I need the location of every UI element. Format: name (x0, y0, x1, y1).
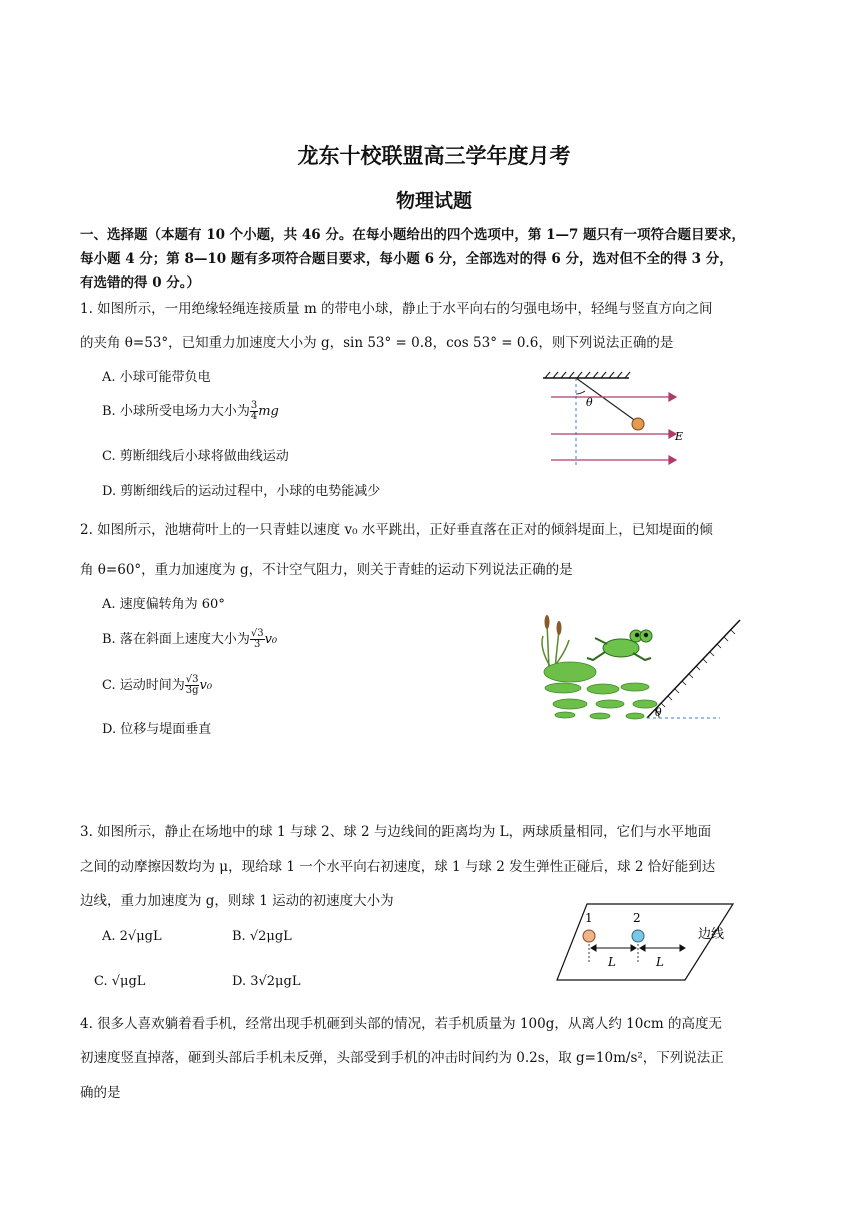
q3-option-a: A. 2√μgL (102, 929, 162, 944)
q1-option-b (102, 400, 279, 422)
q1-figure-theta: θ (586, 396, 593, 409)
q2-option-b-text: B. 落在斜面上速度大小为 (102, 632, 250, 647)
q2-option-b-unit: v₀ (264, 632, 278, 647)
q4-stem-line2: 初速度竖直掉落，砸到头部后手机未反弹，头部受到手机的冲击时间约为 0.2s，取 g=10m/s²，下列说法正 (80, 1050, 724, 1066)
q1-figure-pendulum (535, 370, 685, 475)
q1-figure-e-label: E (675, 430, 684, 443)
q4-stem-line1: 4. 很多人喜欢躺着看手机，经常出现手机砸到头部的情况，若手机质量为 100g，从离人约 10cm 的高度无 (80, 1016, 722, 1032)
q3-figure-balls (555, 902, 740, 984)
q2-option-d: D. 位移与堤面垂直 (102, 722, 212, 737)
q3-figure-l2: L (656, 955, 664, 969)
q2-stem-line2: 角 θ=60°，重力加速度为 g，不计空气阻力，则关于青蛙的运动下列说法正确的是 (80, 562, 573, 578)
q2-option-c-unit: v₀ (199, 678, 213, 693)
ball-1 (583, 930, 595, 942)
q1-stem-line2: 的夹角 θ=53°，已知重力加速度大小为 g，sin 53° = 0.8，cos 53° = 0.6，则下列说法正确的是 (80, 335, 674, 351)
q2-option-c-text: C. 运动时间为 (102, 678, 185, 693)
q1-option-d: D. 剪断细线后的运动过程中，小球的电势能减少 (102, 484, 381, 499)
ball-2 (632, 930, 644, 942)
q1-option-c: C. 剪断细线后小球将做曲线运动 (102, 449, 289, 464)
q2-option-b (102, 628, 277, 650)
q3-figure-ball2-label: 2 (633, 911, 641, 925)
reed-icon (542, 623, 569, 668)
q3-figure-ball1-label: 1 (585, 911, 593, 925)
q3-stem-line2: 之间的动摩擦因数均为 μ，现给球 1 一个水平向右初速度，球 1 与球 2 发生弹性正碰后，球 2 恰好能到达 (80, 859, 716, 875)
q2-option-c-fraction: $\frac{√3}{3g}$ (185, 674, 199, 696)
q2-stem-line1: 2. 如图所示，池塘荷叶上的一只青蛙以速度 v₀ 水平跳出，正好垂直落在正对的倾斜堤面上，已知堤面的倾 (80, 522, 713, 538)
q3-stem-line3: 边线，重力加速度为 g，则球 1 运动的初速度大小为 (80, 893, 394, 909)
q2-option-c (102, 674, 212, 696)
section-instructions-line1: 一、选择题（本题有 10 个小题，共 46 分。在每小题给出的四个选项中，第 1—7 题只有一项符合题目要求， (80, 227, 746, 243)
q3-figure-l1: L (608, 955, 616, 969)
q3-figure-edge-label: 边线 (698, 927, 725, 942)
frog-icon (587, 630, 652, 660)
page-title: 龙东十校联盟高三学年度月考 (297, 144, 571, 168)
section-instructions-line3: 有选错的得 0 分。） (80, 275, 201, 291)
q1-option-a: A. 小球可能带负电 (102, 370, 211, 385)
q1-option-b-text: B. 小球所受电场力大小为 (102, 404, 250, 419)
section-instructions-line2: 每小题 4 分；第 8—10 题有多项符合题目要求，每小题 6 分，全部选对的得 6 分，选对但不全的得 3 分， (80, 251, 733, 267)
q3-option-c: C. √μgL (94, 974, 146, 989)
q3-option-d: D. 3√2μgL (232, 974, 301, 989)
q1-stem-line1: 1. 如图所示，一用绝缘轻绳连接质量 m 的带电小球，静止于水平向右的匀强电场中，轻绳与竖直方向之间 (80, 301, 713, 317)
q1-option-b-fraction: $\frac{3}{4}$ (250, 400, 258, 422)
q3-option-b: B. √2μgL (232, 929, 292, 944)
q2-option-b-fraction: $\frac{√3}{3}$ (250, 628, 264, 650)
q2-figure-theta: θ (655, 706, 662, 719)
q1-option-b-unit: mg (258, 404, 279, 419)
lily-pads (544, 662, 657, 719)
page-subtitle: 物理试题 (395, 190, 472, 212)
q3-stem-line1: 3. 如图所示，静止在场地中的球 1 与球 2、球 2 与边线间的距离均为 L，两球质量相同，它们与水平地面 (80, 824, 712, 840)
q4-stem-line3: 确的是 (80, 1085, 121, 1101)
q2-option-a: A. 速度偏转角为 60° (102, 597, 225, 612)
q2-figure-frog (535, 608, 745, 726)
